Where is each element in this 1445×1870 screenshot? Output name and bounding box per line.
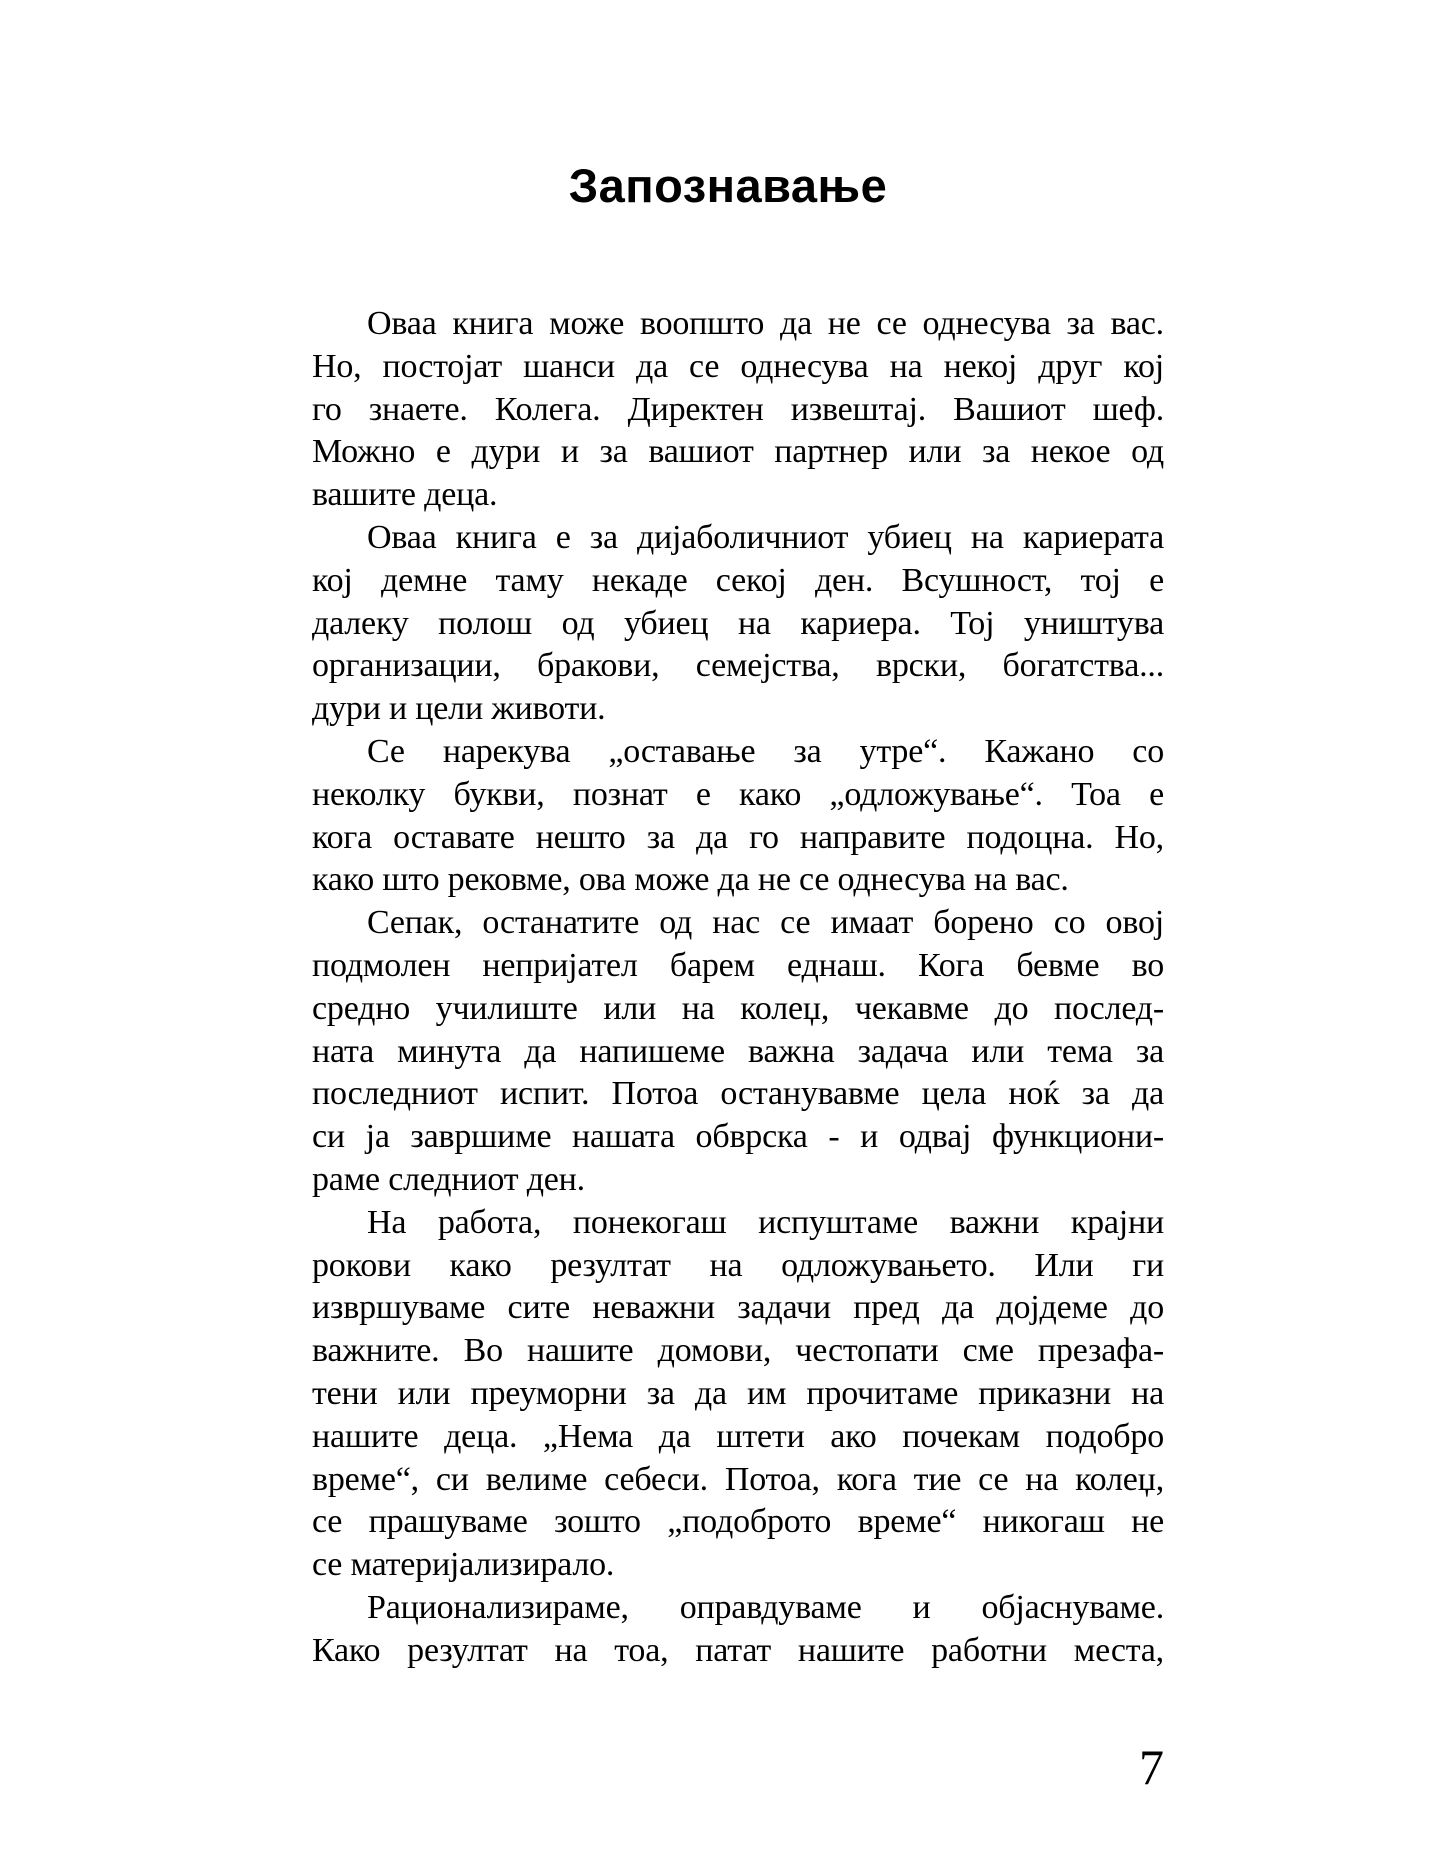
paragraph-4 <box>312 902 1164 1202</box>
body-line: Но, постојат шанси да се однесува на некој друг кој <box>312 347 1164 385</box>
body-line: Се нарекува „оставање за утре“. Кажано со <box>367 732 1164 770</box>
body-line: раме следниот ден. <box>312 1160 585 1198</box>
body-line: средно училиште или на колеџ, чекавме до послед- <box>312 989 1164 1027</box>
body-line: извршуваме сите неважни задачи пред да дојдеме до <box>312 1289 1164 1327</box>
body-line: последниот испит. Потоа останувавме цела ноќ за да <box>312 1075 1164 1113</box>
body-line: неколку букви, познат е како „одложување“. Тоа е <box>312 775 1164 813</box>
body-line: организации, бракови, семејства, врски, богатства... <box>312 647 1164 685</box>
body-line: Како резултат на тоа, патат нашите работни места, <box>312 1631 1164 1669</box>
body-line: си ја завршиме нашата обврска - и одвај функциони- <box>312 1118 1164 1156</box>
paragraph-2 <box>312 517 1164 731</box>
body-line: кој демне таму некаде секој ден. Всушност, тој е <box>312 561 1164 599</box>
body-line: како што рековме, ова може да не се однесува на вас. <box>312 861 1069 899</box>
body-line: рокови како резултат на одложувањето. Или ги <box>312 1246 1164 1284</box>
body-text <box>312 303 1164 1673</box>
body-line: се материјализирало. <box>312 1546 615 1584</box>
paragraph-3 <box>312 731 1164 902</box>
body-line: Сепак, останатите од нас се имаат борено со овој <box>367 904 1164 942</box>
body-line: Рационализираме, оправдуваме и објаснуваме. <box>367 1588 1164 1626</box>
body-line: вашите деца. <box>312 476 498 514</box>
body-line: време“, си велиме себеси. Потоа, кога тие се на колеџ, <box>312 1460 1164 1498</box>
body-line: На работа, понекогаш испуштаме важни крајни <box>367 1203 1164 1241</box>
body-line: далеку полош од убиец на кариера. Тој уништува <box>312 604 1164 642</box>
body-line: кога оставате нешто за да го направите подоцна. Но, <box>312 818 1164 856</box>
body-line: го знаете. Колега. Директен извештај. Вашиот шеф. <box>312 390 1164 428</box>
paragraph-5 <box>312 1202 1164 1587</box>
body-line: тени или преуморни за да им прочитаме приказни на <box>312 1374 1164 1412</box>
chapter-title: Запознавање <box>568 159 888 212</box>
body-line: дури и цели животи. <box>312 690 606 728</box>
body-line: важните. Во нашите домови, честопати сме презафа- <box>312 1332 1164 1370</box>
body-line: подмолен непријател барем еднаш. Кога бевме во <box>312 946 1164 984</box>
body-line: Оваа книга е за дијаболичниот убиец на кариерата <box>367 518 1164 556</box>
paragraph-6 <box>312 1587 1164 1673</box>
body-line: Оваа книга може воопшто да не се однесува за вас. <box>367 305 1164 342</box>
body-line: се прашуваме зошто „подоброто време“ никогаш не <box>312 1503 1164 1541</box>
body-line: нашите деца. „Нема да штети ако почекам подобро <box>312 1417 1164 1455</box>
page-number: 7 <box>1139 1739 1164 1795</box>
body-line: ната минута да напишеме важна задача или тема за <box>312 1032 1164 1070</box>
body-line: Можно е дури и за вашиот партнер или за некое од <box>312 433 1164 471</box>
paragraph-1 <box>312 303 1164 517</box>
